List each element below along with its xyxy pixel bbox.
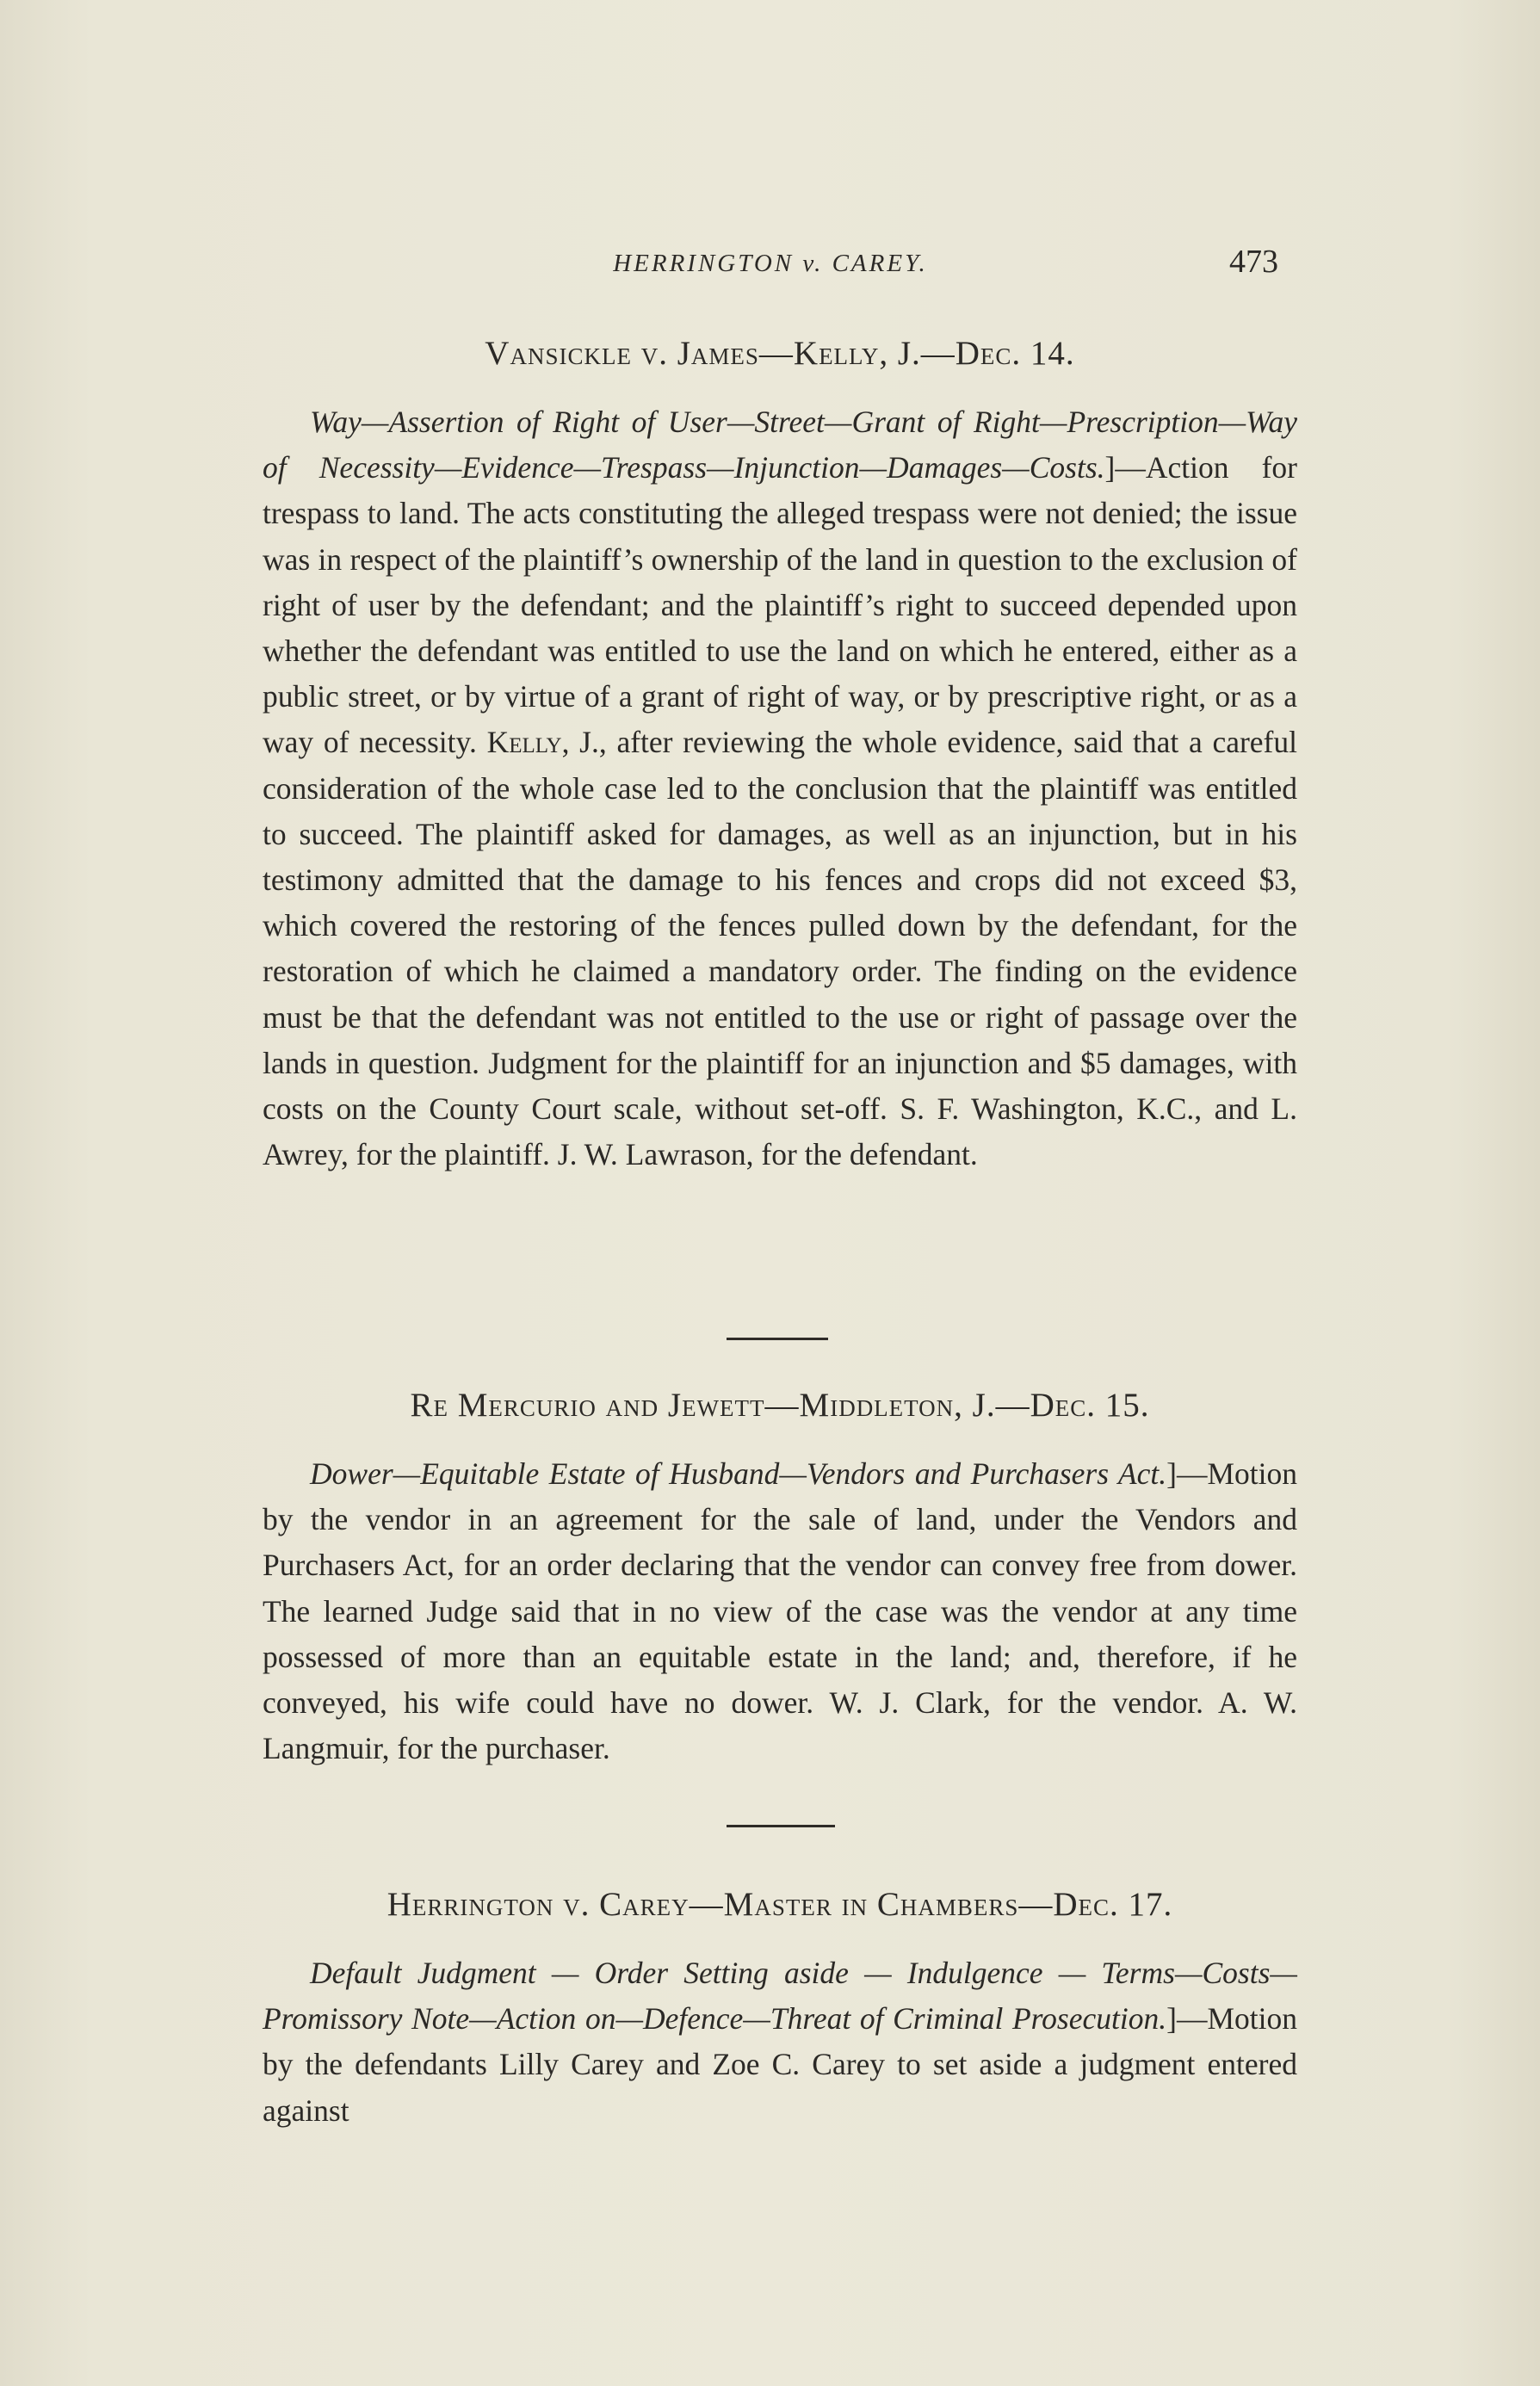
case-text: ]—Action for trespass to land. The acts constituting the alleged trespass were not denied; the issue was in respect of the plaintiff’s ownership of the land in question to the exclusion of right of user by the defendant; and the plaintiff’s right to succeed depended upon whether the defendant was entitled to use the land on which he entered, either as a public street, or by virtue of a grant of right of way, or by prescriptive right, or as a way of necessity.: [263, 450, 1297, 760]
running-head: [263, 243, 1278, 286]
case-keywords: Dower—Equitable Estate of Husband—Vendors and Purchasers Act.: [310, 1456, 1167, 1491]
case-vansickle-v-james: [263, 334, 1297, 1178]
case-keywords: Way—Assertion of Right of User—Street—Grant of Right—Prescription—Way of Necessity—Evidence—Trespass—Injunction—Damages—Costs.: [263, 405, 1297, 485]
section-divider: [727, 1338, 828, 1340]
case-body: [263, 1950, 1297, 2134]
case-text: ]—Motion by the defendants Lilly Carey and Zoe C. Carey to set aside a judgment entered against: [263, 2001, 1297, 2128]
running-title: HERRINGTON v. CAREY.: [613, 250, 928, 277]
case-text: ]—Motion by the vendor in an agreement for the sale of land, under the Vendors and Purchasers Act, for an order declaring that the vendor can convey free from dower. The learned Judge said that in no view of the case was the vendor at any time possessed of more than an equitable estate in the land; and, therefore, if he conveyed, his wife could have no dower. W. J. Clark, for the vendor. A. W. Langmuir, for the purchaser.: [263, 1456, 1297, 1766]
case-re-mercurio-and-jewett: [263, 1386, 1297, 1771]
section-divider: [727, 1825, 835, 1827]
case-body: [263, 399, 1297, 1178]
case-heading: Herrington v. Carey—Master in Chambers—Dec. 17.: [387, 1886, 1173, 1923]
page-number: 473: [1229, 244, 1278, 280]
case-keywords: Default Judgment — Order Setting aside — Indulgence — Terms—Costs—Promissory Note—Action on—Defence—Threat of Criminal Prosecution.: [263, 1956, 1297, 2037]
case-heading: Re Mercurio and Jewett—Middleton, J.—Dec. 15.: [410, 1387, 1150, 1424]
case-heading: Vansickle v. James—Kelly, J.—Dec. 14.: [485, 335, 1075, 372]
case-body: [263, 1451, 1297, 1771]
judge-name: Kelly: [486, 725, 562, 760]
case-text-continued: , J., after reviewing the whole evidence, said that a careful consideration of the whole case led to the conclusion that the plaintiff was entitled to succeed. The plaintiff asked for damages, as well as an injunction, but in his testimony admitted that the damage to his fences and crops did not exceed $3, which covered the restoring of the fences pulled down by the defendant, for the restoration of which he claimed a mandatory order. The finding on the evidence must be that the defendant was not entitled to the use or right of passage over the lands in question. Judgment for the plaintiff for an injunction and $5 damages, with costs on the County Court scale, without set-off. S. F. Washington, K.C., and L. Awrey, for the plaintiff. J. W. Lawrason, for the defendant.: [263, 725, 1297, 1172]
case-herrington-v-carey: [263, 1885, 1297, 2134]
